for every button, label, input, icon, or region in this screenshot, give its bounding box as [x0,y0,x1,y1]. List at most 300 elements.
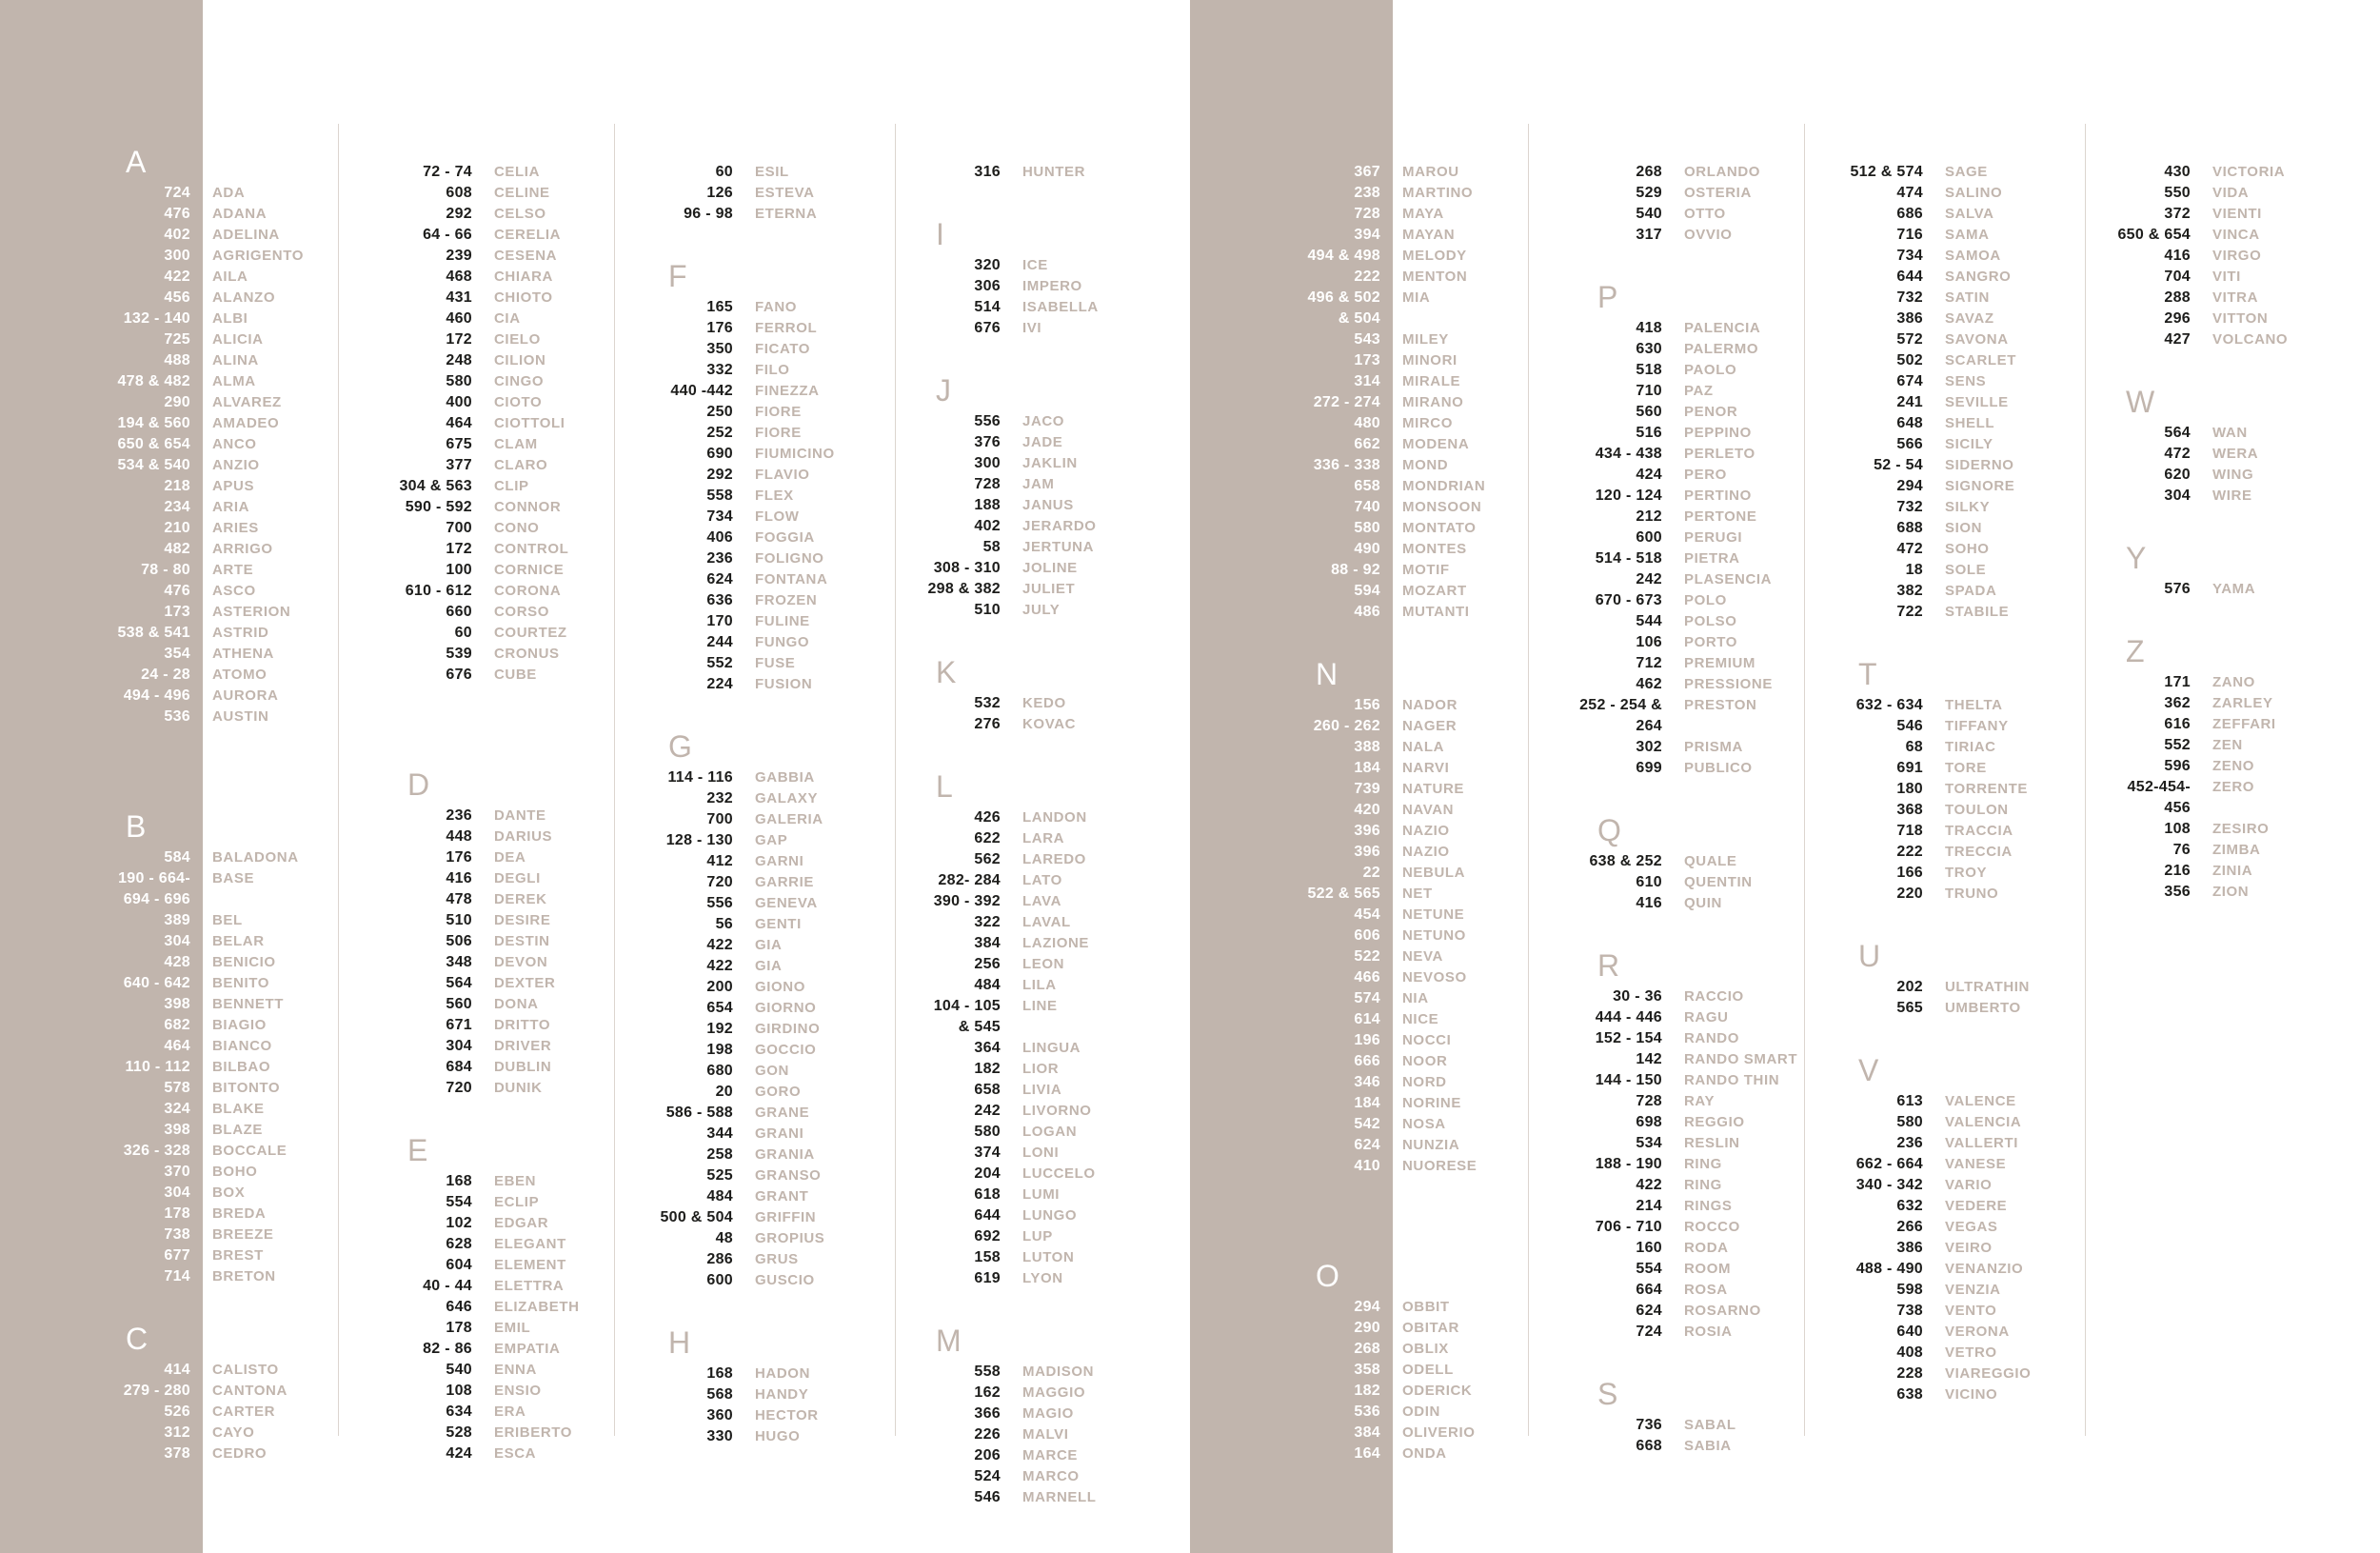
product-name: FOLIGNO [755,550,824,567]
page-number: 142 [1636,1051,1662,1067]
product-name: SICILY [1945,436,1993,452]
page-number: 252 [706,425,733,441]
index-entry [615,548,879,569]
product-name: DEGLI [494,870,541,886]
page-number: 300 [974,455,1001,471]
product-name: FUSION [755,676,813,692]
index-entry [896,1487,1145,1508]
index-entry [896,1017,1145,1038]
page-number: 76 [2172,842,2191,858]
page-number: 402 [164,227,190,243]
page-number: 604 [446,1257,472,1273]
index-entry [896,474,1145,495]
index-entry [0,994,346,1015]
product-name: GAP [755,832,788,848]
product-name: EDGAR [494,1215,549,1231]
section-gap [0,727,346,775]
index-entry [896,600,1145,621]
section-letter-text: D [407,767,430,802]
index-entry [896,828,1145,849]
index-entry [339,994,623,1015]
product-name: NETUNE [1402,906,1465,923]
product-name: ZARLEY [2212,695,2273,711]
index-entry [339,162,623,183]
index-entry [1805,497,2069,518]
index-entry [1529,1112,1813,1133]
product-name: CLAM [494,436,538,452]
page-number: 670 - 673 [1595,592,1662,608]
product-name: JERTUNA [1022,539,1095,555]
index-entry [339,267,623,288]
index-entry [1190,204,1536,225]
page-number: 664 [1636,1282,1662,1298]
product-name: AMADEO [212,415,280,431]
page-number: 216 [2164,863,2191,879]
product-name: SAGE [1945,164,1988,180]
page-number: 622 [974,830,1001,846]
index-entry [896,954,1145,975]
page-number: 614 [1354,1011,1380,1027]
index-entry [896,714,1145,735]
page-number: 506 [446,933,472,949]
index-entry [0,1224,346,1245]
index-entry [615,1249,879,1270]
index-entry [1529,1259,1813,1280]
product-name: ULTRATHIN [1945,979,2030,995]
index-entry [615,935,879,956]
index-entry [615,528,879,548]
index-entry [615,1207,879,1228]
product-name: VANESE [1945,1156,2007,1172]
page-number: 346 [1354,1074,1380,1090]
product-name: DANTE [494,807,546,824]
index-entry [2086,486,2335,507]
page-number: 502 [1896,352,1923,368]
index-entry [1529,872,1813,893]
product-name: VICINO [1945,1386,1998,1403]
section-letter-text: N [1316,657,1339,691]
page-number: 728 [1354,206,1380,222]
page-number: 546 [974,1489,1001,1505]
index-entry [0,539,346,560]
page-number: 350 [706,341,733,357]
index-entry [339,1171,623,1192]
index-entry [1190,884,1536,905]
index-entry [1190,1156,1536,1177]
page-number: 30 - 36 [1613,988,1662,1005]
index-entry [615,872,879,893]
product-name: VIAREGGIO [1945,1365,2032,1382]
page-number: 364 [974,1040,1001,1056]
product-name: MOZART [1402,583,1467,599]
product-name: HUNTER [1022,164,1086,180]
page-number: 734 [1896,248,1923,264]
index-entry [0,1266,346,1287]
page-number: 608 [446,185,472,201]
page-number: & 504 [1338,310,1380,327]
product-name: AUSTIN [212,708,269,725]
product-name: TRACCIA [1945,823,2013,839]
index-entry [1529,1049,1813,1070]
page-number: 398 [164,996,190,1012]
product-name: LILA [1022,977,1057,993]
product-name: VENZIA [1945,1282,2001,1298]
index-entry [896,1404,1145,1424]
page-number: 556 [974,413,1001,429]
index-column [895,124,1145,1505]
page-number: 292 [446,206,472,222]
page-number: 296 [2164,310,2191,327]
page-number: 165 [706,299,733,315]
index-entry [339,560,623,581]
page-number: 396 [1354,844,1380,860]
product-name: BILBAO [212,1059,271,1075]
page-number: 460 [446,310,472,327]
page-number: 610 [1636,874,1662,890]
index-entry [1190,1423,1536,1443]
product-name: BIANCO [212,1038,272,1054]
index-entry [1805,1238,2069,1259]
index-entry [615,632,879,653]
product-name: CIOTO [494,394,543,410]
product-name: QUALE [1684,853,1737,869]
product-name: ZESIRO [2212,821,2270,837]
index-entry [0,267,346,288]
product-name: LONI [1022,1145,1060,1161]
page-number: 662 [1354,436,1380,452]
product-name: AILA [212,269,248,285]
section-letter [339,747,623,806]
product-name: BELAR [212,933,265,949]
index-entry [615,590,879,611]
index-entry [339,889,623,910]
product-name: TRUNO [1945,886,1999,902]
page-number: 522 [1354,948,1380,965]
page-number: 488 [164,352,190,368]
section-letter [1805,918,2069,977]
index-column [1190,124,1536,1462]
index-entry [896,318,1145,339]
page-number: 564 [446,975,472,991]
index-entry [339,910,623,931]
product-name: SION [1945,520,1983,536]
product-name: SABAL [1684,1417,1736,1433]
section-letter [2086,364,2335,423]
index-entry [1190,1072,1536,1093]
product-name: VERONA [1945,1324,2010,1340]
index-entry [1190,946,1536,967]
page-number: 64 - 66 [423,227,472,243]
page-number: 128 - 130 [665,832,733,848]
product-name: RODA [1684,1240,1729,1256]
page-number: 416 [446,870,472,886]
product-name: VEIRO [1945,1240,1993,1256]
product-name: ZINIA [2212,863,2253,879]
page-number: 194 & 560 [117,415,190,431]
index-entry [1805,560,2069,581]
product-name: ARIES [212,520,259,536]
page-number: 422 [164,269,190,285]
index-entry [615,402,879,423]
product-name: BENITO [212,975,269,991]
product-name: VENTO [1945,1303,1997,1319]
page-number: 576 [2164,581,2191,597]
page-number: 104 - 105 [933,998,1001,1014]
product-name: ADA [212,185,246,201]
page-number: 674 [1896,373,1923,389]
index-entry [0,371,346,392]
index-entry [339,350,623,371]
product-name: SATIN [1945,289,1990,306]
index-entry [1529,632,1813,653]
product-name: DESIRE [494,912,551,928]
product-name: MADISON [1022,1364,1095,1380]
page-number: 422 [706,958,733,974]
index-entry [339,434,623,455]
section-letter-text: B [126,809,147,844]
section-letter [615,238,879,297]
product-name: MAROU [1402,164,1459,180]
product-name: MAYA [1402,206,1444,222]
index-entry [339,1057,623,1078]
page-number: 166 [1896,865,1923,881]
page-number: 276 [974,716,1001,732]
page-number: 560 [446,996,472,1012]
page-number: 580 [974,1124,1001,1140]
product-name: ROSARNO [1684,1303,1761,1319]
product-name: PEPPINO [1684,425,1752,441]
product-name: FIORE [755,404,802,420]
index-entry [896,870,1145,891]
index-entry [615,1061,879,1082]
index-entry [615,360,879,381]
index-entry [1529,381,1813,402]
section-letter-text: M [936,1324,962,1358]
product-name: ALBI [212,310,248,327]
index-entry [615,1040,879,1061]
index-entry [896,1268,1145,1289]
index-entry [1190,539,1536,560]
page-number: 268 [1354,1341,1380,1357]
index-entry [896,807,1145,828]
index-entry [615,1103,879,1124]
page-number: 248 [446,352,472,368]
product-name: LATO [1022,872,1062,888]
product-name: NUORESE [1402,1158,1478,1174]
page-number: 427 [2164,331,2191,348]
index-entry [1529,986,1813,1007]
section-letter-text: R [1597,948,1620,983]
product-name: FANO [755,299,798,315]
section-letter-text: V [1858,1053,1879,1087]
product-name: MALVI [1022,1426,1069,1443]
index-entry [1190,842,1536,863]
index-entry [615,914,879,935]
page-number: 314 [1354,373,1380,389]
page-number: 212 [1636,508,1662,525]
page-number: 694 - 696 [123,891,190,907]
page-number: 418 [1636,320,1662,336]
product-name: SANGRO [1945,269,2012,285]
index-entry [615,653,879,674]
product-name: RANDO SMART [1684,1051,1798,1067]
product-name: CERELIA [494,227,562,243]
page-number: 288 [2164,289,2191,306]
index-entry [0,910,346,931]
product-name: GON [755,1063,789,1079]
product-name: ALMA [212,373,256,389]
index-entry [1805,800,2069,821]
product-name: CONTROL [494,541,569,557]
product-name: BOHO [212,1164,258,1180]
product-name: VEGAS [1945,1219,1998,1235]
product-name: PERUGI [1684,529,1743,546]
page-number: 304 & 563 [399,478,472,494]
page-number: 108 [446,1383,472,1399]
index-entry [1805,884,2069,905]
page-number: 464 [164,1038,190,1054]
index-entry [1190,162,1536,183]
index-entry [1805,1384,2069,1405]
index-entry [896,1164,1145,1185]
index-entry [1190,1009,1536,1030]
page-number: 724 [1636,1324,1662,1340]
page-number: 431 [446,289,472,306]
product-name: NAGER [1402,718,1458,734]
index-entry [339,1360,623,1381]
index-entry [339,623,623,644]
product-name: SAVONA [1945,331,2009,348]
page-number: 444 - 446 [1595,1009,1662,1025]
index-entry [1805,162,2069,183]
index-entry [1529,465,1813,486]
index-entry [896,162,1145,183]
product-name: GARNI [755,853,804,869]
index-entry [1190,758,1536,779]
product-name: VOLCANO [2212,331,2289,348]
index-entry [339,371,623,392]
product-name: PERLETO [1684,446,1755,462]
page-number: 317 [1636,227,1662,243]
index-entry [1529,162,1813,183]
index-entry [1190,737,1536,758]
product-name: CRONUS [494,646,560,662]
page-number: 192 [706,1021,733,1037]
page-number: 354 [164,646,190,662]
index-entry [2086,714,2335,735]
index-entry [1805,329,2069,350]
index-entry [1805,392,2069,413]
page-number: 728 [1636,1093,1662,1109]
page-number: 738 [164,1226,190,1243]
product-name: FLOW [755,508,800,525]
index-entry [896,558,1145,579]
page-number: 114 - 116 [667,769,733,786]
index-entry [615,339,879,360]
product-name: TIFFANY [1945,718,2009,734]
page-number: 356 [2164,884,2191,900]
index-column [1528,124,1813,1454]
index-entry [1805,998,2069,1019]
index-entry [0,183,346,204]
page-number: 264 [1636,718,1662,734]
section-letter [1529,927,1813,986]
index-entry [1529,1007,1813,1028]
page-number: 638 & 252 [1589,853,1662,869]
page-number: 206 [974,1447,1001,1463]
product-name: ZANO [2212,674,2255,690]
page-number: 540 [446,1362,472,1378]
page-number: 168 [446,1173,472,1189]
product-name: MILEY [1402,331,1449,348]
page-number: 120 - 124 [1595,488,1662,504]
page-number: 482 [164,541,190,557]
page-number: 574 [1354,990,1380,1006]
product-name: SILKY [1945,499,1991,515]
product-name: MELODY [1402,248,1467,264]
page-number: 666 [1354,1053,1380,1069]
page-number: 368 [1896,802,1923,818]
index-entry [0,868,346,889]
index-entry [615,767,879,788]
index-entry [615,1270,879,1291]
index-entry [0,889,346,910]
product-name: FUNGO [755,634,810,650]
product-name: SALINO [1945,185,2003,201]
page-number: 416 [2164,248,2191,264]
product-name: BASE [212,870,255,886]
page-number: 606 [1354,927,1380,944]
page-number: 428 [164,954,190,970]
index-entry [1805,842,2069,863]
page-number: 188 - 190 [1595,1156,1662,1172]
page-number: 486 [1354,604,1380,620]
index-entry [1805,476,2069,497]
product-name: NETUNO [1402,927,1466,944]
product-name: BOX [212,1185,246,1201]
page-number: 526 [164,1404,190,1420]
page-number: 472 [1896,541,1923,557]
product-name: MENTON [1402,269,1468,285]
index-entry [1529,1091,1813,1112]
product-name: PREMIUM [1684,655,1756,671]
index-entry [0,1120,346,1141]
product-name: MOND [1402,457,1449,473]
page-number: 304 [164,933,190,949]
product-name: SEVILLE [1945,394,2009,410]
product-name: ESCA [494,1445,537,1462]
index-entry [615,1145,879,1165]
product-name: PAOLO [1684,362,1737,378]
page-number: 100 [446,562,472,578]
product-name: SALVA [1945,206,1994,222]
page-number: 298 & 382 [927,581,1001,597]
page-number: 176 [446,849,472,866]
page-number: 239 [446,248,472,264]
index-entry [2086,756,2335,777]
index-entry [1529,548,1813,569]
page-number: 494 & 498 [1307,248,1380,264]
index-entry [1190,309,1536,329]
page-number: 714 [164,1268,190,1284]
section-letter-text: G [668,729,692,764]
product-name: MARCE [1022,1447,1078,1463]
index-entry [1190,821,1536,842]
page-number: 624 [1636,1303,1662,1319]
product-name: LUNGO [1022,1207,1078,1224]
product-name: POLSO [1684,613,1737,629]
page-number: 518 [1636,362,1662,378]
